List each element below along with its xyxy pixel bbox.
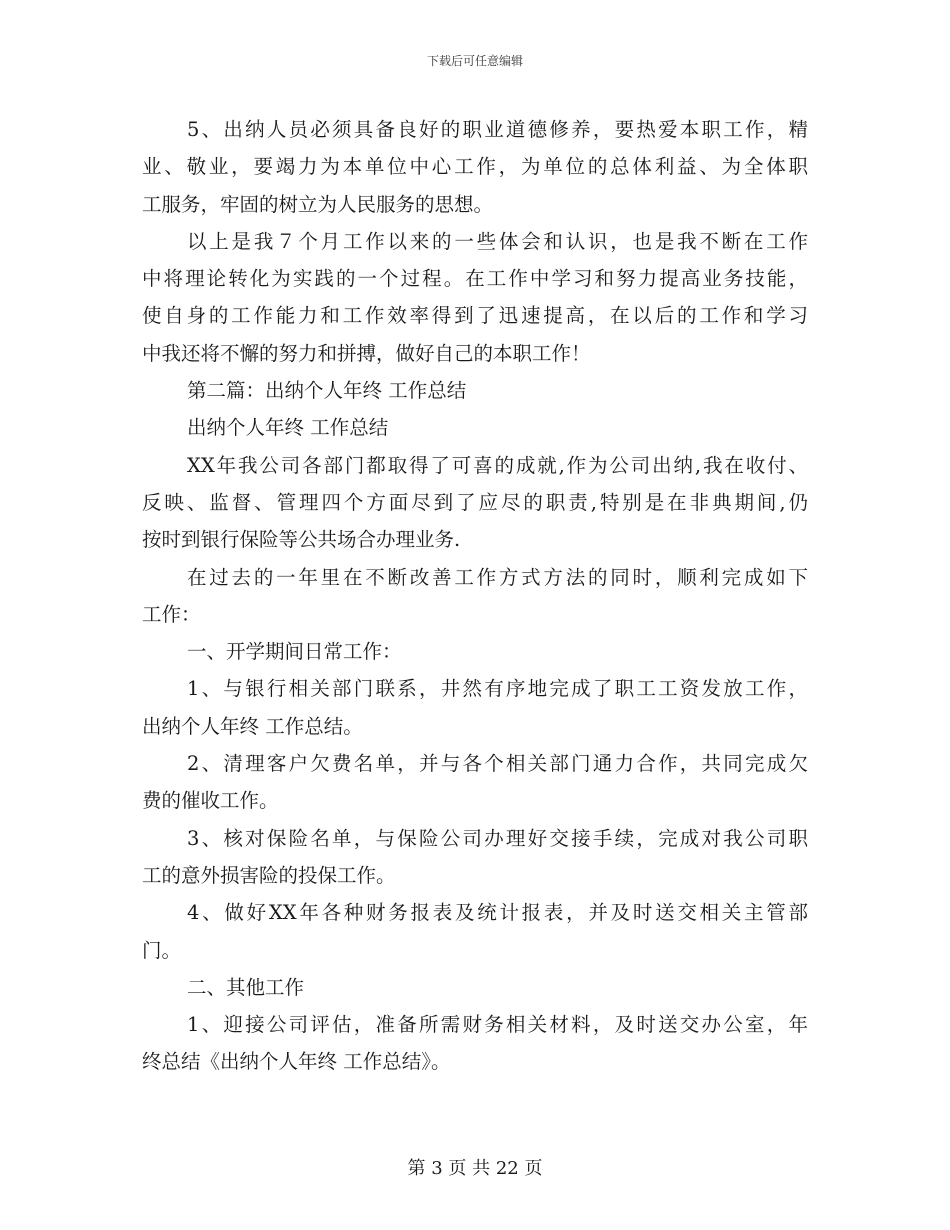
text-line: 第二篇：出纳个人年终 工作总结 <box>187 379 467 403</box>
text-line: XX年我公司各部门都取得了可喜的成就,作为公司出纳,我在收付、 <box>187 453 808 477</box>
text-line: 4、做好XX年各种财务报表及统计报表，并及时送交相关主管部 <box>187 901 808 925</box>
text-line: 工的意外损害险的投保工作。 <box>142 863 396 887</box>
text-line: 一、开学期间日常工作： <box>187 640 402 664</box>
text-line: 业、敬业，要竭力为本单位中心工作，为单位的总体利益、为全体职 <box>142 155 808 179</box>
text-line: 工服务，牢固的树立为人民服务的思想。 <box>142 192 494 216</box>
text-line: 出纳个人年终 工作总结。 <box>142 714 363 738</box>
text-line: 5、出纳人员必须具备良好的职业道德修养，要热爱本职工作，精 <box>187 118 808 141</box>
text-line: 费的催收工作。 <box>142 789 279 813</box>
text-line: 出纳个人年终 工作总结 <box>187 416 389 440</box>
text-line: 按时到银行保险等公共场合办理业务. <box>142 528 461 552</box>
text-line: 1、迎接公司评估，准备所需财务相关材料，及时送交办公室，年 <box>187 1013 808 1037</box>
text-line: 1、与银行相关部门联系，井然有序地完成了职工工资发放工作， <box>187 677 808 701</box>
page-footer: 第 3 页 共 22 页 <box>407 1158 543 1179</box>
text-line: 终总结《出纳个人年终 工作总结》。 <box>142 1050 451 1074</box>
document-body <box>142 111 808 1081</box>
text-line: 工作： <box>142 602 201 626</box>
text-line: 中我还将不懈的努力和拼搏，做好自己的本职工作！ <box>142 341 591 365</box>
text-line: 中将理论转化为实践的一个过程。在工作中学习和努力提高业务技能， <box>142 267 808 291</box>
text-line: 以上是我７个月工作以来的一些体会和认识，也是我不断在工作 <box>187 229 808 253</box>
text-line: 反映、监督、管理四个方面尽到了应尽的职责,特别是在非典期间,仍 <box>142 490 808 514</box>
text-line: 二、其他工作 <box>187 975 305 999</box>
text-line: 使自身的工作能力和工作效率得到了迅速提高，在以后的工作和学习 <box>142 304 808 328</box>
text-line: 在过去的一年里在不断改善工作方式方法的同时，顺利完成如下 <box>187 565 808 589</box>
text-line: 2、清理客户欠费名单，并与各个相关部门通力合作，共同完成欠 <box>187 752 808 776</box>
page-header: 下载后可任意编辑 <box>426 54 523 68</box>
text-line: 门。 <box>142 938 182 962</box>
text-line: 3、核对保险名单，与保险公司办理好交接手续，完成对我公司职 <box>187 826 808 850</box>
